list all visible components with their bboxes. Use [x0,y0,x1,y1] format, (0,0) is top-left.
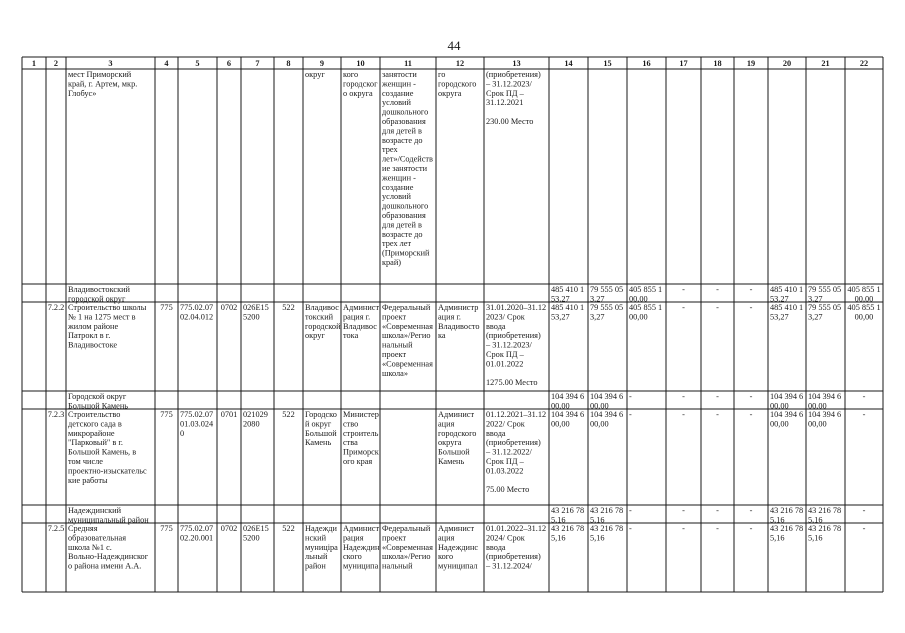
cell-r4-c3: Большой Камень [68,401,129,411]
cell-r5-c13: ввода [486,428,506,438]
cell-r3-c11: школа»/Регио [382,331,431,341]
cell-r3-c13: 01.01.2022 [486,359,524,369]
cell-r3-c7: 026E15 [243,303,269,312]
cell-r3-c11: проект [382,350,407,359]
cell-r2-c15: 3,27 [590,294,605,304]
cell-r7-c9: район [305,561,326,571]
cell-r3-c13: ввода [486,321,506,331]
cell-r7-c11: нальный [382,561,413,571]
cell-r7-c15: 43 216 78 [590,524,624,533]
cell-r4-c16: - [629,392,632,401]
header-cell-21: 21 [821,59,830,68]
cell-r2-c21: 3,27 [808,294,823,304]
header-cell-4: 4 [164,59,169,68]
cell-r1-c11: создание [382,88,414,98]
cell-r6-c16: - [629,506,632,515]
cell-r7-c3: Вольно-Надеждинског [68,552,149,562]
cell-r3-c7: 5200 [243,312,260,322]
cell-r4-c14: 00,00 [551,401,570,411]
cell-r3-c10: рация г. [343,312,371,322]
cell-r1-c11: дошкольного [382,201,429,211]
cell-r2-c16: 00,00 [629,294,648,304]
cell-r3-c17: - [682,303,685,312]
cell-r5-c5: 0 [180,428,185,438]
cell-r7-c13: – 31.12.2024/ [486,561,532,571]
cell-r1-c11: дошкольного [382,107,429,117]
cell-r1-c11: создание [382,182,414,192]
cell-r3-c14: 485 410 1 [551,303,585,312]
cell-r7-c10: ского [343,552,362,562]
cell-r5-c18: - [716,410,719,419]
cell-r2-c17: - [682,285,685,294]
cell-r7-c10: Надеждин [343,542,380,552]
cell-r1-c3: край, г. Артем, мкр. [68,79,138,89]
cell-r6-c19: - [749,506,753,515]
header-cell-14: 14 [564,59,573,68]
cell-r4-c21: 104 394 6 [808,392,842,401]
cell-r5-c2: 7.2.3 [47,410,65,419]
cell-r3-c6: 0702 [220,303,238,312]
cell-r1-c12: городского [438,79,477,89]
cell-r4-c19: - [749,392,753,401]
cell-r6-c18: - [716,506,719,515]
cell-r7-c19: - [749,524,753,533]
cell-r3-c16: 405 855 1 [629,303,663,312]
cell-r6-c21: 43 216 78 [808,506,842,515]
cell-r3-c5: 02.04.012 [180,312,214,322]
cell-r1-c10: кого [343,70,359,79]
cell-r5-c14: 104 394 6 [551,410,585,419]
cell-r5-c6: 0701 [220,410,238,419]
cell-r7-c13: ввода [486,542,506,552]
cell-r3-c11: школа» [382,368,409,378]
cell-r3-c2: 7.2.2 [47,303,65,312]
header-cell-9: 9 [319,59,325,68]
cell-r3-c14: 53,27 [551,312,570,322]
cell-r3-c13: 2023/ Срок [486,312,525,322]
header-cell-2: 2 [53,59,59,68]
cell-r7-c9: муницipa [305,542,338,552]
page-number: 44 [447,38,461,53]
cell-r7-c11: проект [382,533,407,543]
cell-r7-c13: 2024/ Срок [486,533,525,543]
cell-r6-c22: - [862,506,866,515]
cell-r7-c2: 7.2.5 [47,524,65,533]
cell-r3-c9: Владивос [305,303,339,312]
header-cell-16: 16 [642,59,651,68]
cell-r7-c21: 43 216 78 [808,524,842,533]
cell-r7-c12: ация [438,533,455,543]
cell-r1-c3: мест Приморский [68,70,132,79]
cell-r2-c14: 53,27 [551,294,570,304]
cell-r3-c4: 775 [160,303,173,312]
cell-r3-c11: Федеральный [382,303,431,312]
cell-r5-c10: строитель [343,428,379,438]
cell-r7-c17: - [682,524,685,533]
cell-r5-c13: 2022/ Срок [486,419,525,429]
cell-r6-c14: 43 216 78 [551,506,585,515]
cell-r7-c18: - [716,524,719,533]
cell-r7-c12: Надеждинс [438,542,479,552]
header-cell-17: 17 [679,59,688,68]
cell-r5-c12: Большой [438,447,470,457]
cell-r7-c3: школа №1 с. [68,542,112,552]
cell-r6-c3: Надеждинский [68,506,122,515]
cell-r3-c3: жилом районе [68,321,119,331]
cell-r1-c11: трех лет [382,239,412,249]
cell-r5-c16: - [629,410,632,419]
cell-r3-c22: 405 855 1 [847,303,881,312]
cell-r7-c14: 5,16 [551,533,566,543]
cell-r7-c5: 775.02.07 [180,524,214,533]
cell-r5-c19: - [749,410,753,419]
cell-r5-c10: ство [343,419,359,429]
cell-r7-c13: 01.01.2022–31.12 [486,524,547,533]
cell-r2-c20: 485 410 1 [770,285,804,294]
cell-r6-c21: 5,16 [808,515,823,525]
cell-r5-c14: 00,00 [551,419,570,429]
cell-r4-c17: - [682,392,685,401]
cell-r7-c6: 0702 [220,524,238,533]
cell-r5-c3: том числе [68,457,103,466]
cell-r3-c3: Строительство школы [68,303,147,312]
header-cell-22: 22 [859,59,869,68]
cell-r5-c22: - [862,410,866,419]
cell-r5-c12: городского [438,428,477,438]
cell-r1-c11: женщин - [382,173,416,183]
cell-r1-c11: трех [382,145,398,155]
cell-r4-c20: 104 394 6 [770,392,804,401]
cell-r7-c11: «Современная [382,542,433,552]
cell-r1-c13: (приобретения) [486,70,541,79]
cell-r5-c21: 104 394 6 [808,410,842,419]
cell-r1-c13: – 31.12.2023/ [486,79,532,89]
cell-r5-c7: 2080 [243,419,260,429]
cell-r3-c13: 31.01.2020–31.12 [486,303,547,312]
cell-r5-c4: 775 [160,410,173,419]
cell-r3-c5: 775.02.07 [180,303,214,312]
cell-r4-c3: Городской округ [68,392,127,401]
cell-r1-c11: край) [382,258,402,267]
cell-r5-c13: 01.12.2021–31.12 [486,410,547,419]
header-cell-13: 13 [512,59,521,68]
cell-r1-c11: (Приморский [382,248,430,258]
cell-r5-c5: 775.02.07 [180,410,214,419]
cell-r1-c3: Глобус» [68,88,97,98]
cell-r1-c11: занятости [382,70,417,79]
cell-r5-c9: Городско [305,410,337,419]
cell-r2-c19: - [749,285,753,294]
cell-r3-c12: Владивосто [438,321,480,331]
cell-r3-c9: токский [305,312,334,322]
cell-r2-c22: 405 855 1 [847,285,881,294]
cell-r5-c17: - [682,410,685,419]
cell-r2-c20: 53,27 [770,294,789,304]
cell-r1-c9: округ [305,70,325,79]
cell-r7-c3: образовательная [68,533,127,543]
cell-r3-c12: ация г. [438,312,461,322]
cell-r5-c10: Министер [343,410,379,419]
header-cell-8: 8 [286,59,291,68]
cell-r1-c13: 230.00 Место [486,117,534,126]
cell-r7-c22: - [862,524,866,533]
cell-r5-c15: 00,00 [590,419,609,429]
cell-r6-c20: 5,16 [770,515,785,525]
cell-r5-c8: 522 [282,410,295,419]
cell-r3-c3: Патрокл в г. [68,331,111,341]
cell-r5-c5: 01.03.024 [180,419,214,429]
cell-r7-c9: Надежди [305,524,337,533]
cell-r2-c21: 79 555 05 [808,285,842,294]
header-cell-20: 20 [782,59,792,68]
cell-r1-c11: для детей в [382,126,422,136]
cell-r5-c7: 021029 [243,410,268,419]
cell-r5-c13: (приобретения) [486,438,541,448]
cell-r4-c14: 104 394 6 [551,392,585,401]
cell-r7-c12: кого [438,552,454,562]
cell-r5-c15: 104 394 6 [590,410,624,419]
cell-r5-c21: 00,00 [808,419,827,429]
cell-r6-c15: 5,16 [590,515,605,525]
cell-r5-c3: микрорайоне [68,428,115,438]
cell-r1-c11: ие занятости [382,164,428,173]
cell-r1-c11: женщин - [382,79,416,89]
cell-r5-c9: й округ [305,419,332,429]
cell-r3-c9: округ [305,331,325,341]
cell-r7-c4: 775 [160,524,173,533]
header-cell-7: 7 [255,59,260,68]
cell-r5-c3: Строительство [68,410,121,419]
header-cell-15: 15 [603,59,612,68]
cell-r1-c11: образования [382,211,426,220]
cell-r4-c21: 00,00 [808,401,827,411]
cell-r3-c13: – 31.12.2023/ [486,340,532,350]
cell-r3-c11: «Современная [382,321,433,331]
cell-r4-c15: 104 394 6 [590,392,624,401]
header-cell-11: 11 [404,59,412,68]
cell-r3-c10: Владивос [343,321,377,331]
cell-r5-c10: ого края [343,457,373,466]
cell-r5-c12: Админист [438,410,475,419]
cell-r1-c11: для детей в [382,220,422,230]
cell-r2-c3: городской округ [68,294,126,304]
cell-r1-c11: возрасте до [382,229,423,239]
cell-r6-c3: муниципальный район [68,515,149,525]
cell-r7-c3: о района имени А.А. [68,561,142,571]
cell-r7-c15: 5,16 [590,533,605,543]
cell-r5-c12: округа [438,438,462,448]
cell-r6-c15: 43 216 78 [590,506,624,515]
cell-r4-c18: - [716,392,719,401]
cell-r3-c21: 79 555 05 [808,303,842,312]
header-cell-12: 12 [455,59,465,68]
cell-r7-c10: муниципа [343,561,379,571]
cell-r7-c20: 5,16 [770,533,785,543]
cell-r7-c10: рация [343,533,364,543]
cell-r3-c19: - [749,303,753,312]
cell-r3-c20: 485 410 1 [770,303,804,312]
cell-r5-c20: 104 394 6 [770,410,804,419]
cell-r5-c3: кие работы [68,475,108,485]
cell-r4-c15: 00,00 [590,401,609,411]
cell-r3-c9: городской [305,321,341,331]
cell-r3-c11: нальный [382,340,413,350]
cell-r1-c12: го [438,70,446,79]
cell-r7-c11: школа»/Регио [382,552,431,562]
cell-r7-c21: 5,16 [808,533,823,543]
cell-r2-c18: - [716,285,719,294]
cell-r5-c3: Большой Камень, в [68,447,137,457]
cell-r3-c15: 79 555 05 [590,303,624,312]
cell-r3-c3: № 1 на 1275 мест в [68,312,136,322]
cell-r5-c9: Большой [305,428,337,438]
cell-r3-c20: 53,27 [770,312,789,322]
cell-r1-c11: условий [382,192,411,202]
cell-r5-c12: ация [438,419,455,429]
cell-r5-c12: Камень [438,457,465,466]
cell-r2-c16: 405 855 1 [629,285,663,294]
cell-r3-c13: 1275.00 Место [486,378,538,388]
cell-r3-c3: Владивостоке [68,340,118,350]
cell-r3-c8: 522 [282,303,295,312]
cell-r5-c10: Приморск [343,447,379,457]
cell-r5-c13: – 31.12.2022/ [486,447,532,457]
cell-r5-c13: 75.00 Место [486,485,530,495]
cell-r7-c12: Админист [438,524,475,533]
cell-r5-c10: ства [343,438,358,448]
cell-r1-c10: городског [343,79,378,89]
cell-r7-c20: 43 216 78 [770,524,804,533]
cell-r3-c11: проект [382,312,407,322]
cell-r1-c11: образования [382,117,426,126]
cell-r6-c20: 43 216 78 [770,506,804,515]
cell-r1-c13: 31.12.2021 [486,98,524,108]
cell-r5-c3: "Парковый" в г. [68,438,123,448]
cell-r3-c13: (приобретения) [486,331,541,341]
header-cell-19: 19 [746,59,756,68]
cell-r3-c13: Срок ПД – [486,350,524,359]
cell-r7-c16: - [629,524,632,533]
cell-r5-c3: детского сада в [68,419,122,429]
header-cell-18: 18 [713,59,722,68]
cell-r2-c15: 79 555 05 [590,285,624,294]
cell-r5-c20: 00,00 [770,419,789,429]
cell-r1-c11: лет»/Содейств [382,154,433,164]
cell-r7-c12: муниципал [438,561,478,571]
cell-r5-c13: 01.03.2022 [486,466,524,476]
cell-r2-c3: Владивостокский [68,285,130,294]
cell-r7-c9: нский [305,533,327,543]
header-cell-10: 10 [356,59,365,68]
cell-r4-c22: - [862,392,866,401]
header-cell-5: 5 [195,59,200,68]
cell-r4-c20: 00,00 [770,401,789,411]
cell-r7-c7: 5200 [243,533,260,543]
cell-r1-c13: Срок ПД – [486,88,524,98]
cell-r7-c11: Федеральный [382,524,431,533]
cell-r7-c9: льный [305,552,328,562]
cell-r3-c21: 3,27 [808,312,823,322]
cell-r3-c16: 00,00 [629,312,648,322]
cell-r5-c13: Срок ПД – [486,457,524,466]
cell-r3-c10: Админист [343,303,380,312]
header-cell-1: 1 [31,59,37,68]
cell-r1-c10: о округа [343,88,373,98]
cell-r3-c18: - [716,303,719,312]
cell-r3-c11: «Современная [382,359,433,369]
cell-r3-c10: тока [343,331,359,341]
cell-r1-c11: возрасте до [382,135,423,145]
cell-r5-c9: Камень [305,438,332,448]
cell-r3-c15: 3,27 [590,312,605,322]
cell-r7-c10: Админист [343,524,380,533]
cell-r7-c7: 026E15 [243,524,269,533]
cell-r2-c22: 00,00 [854,294,874,304]
cell-r6-c14: 5,16 [551,515,566,525]
cell-r7-c5: 02.20.001 [180,533,214,543]
cell-r6-c17: - [682,506,685,515]
cell-r7-c8: 522 [282,524,295,533]
table-cells [32,59,881,571]
cell-r3-c12: Администр [438,303,479,312]
header-cell-3: 3 [108,59,113,68]
cell-r7-c14: 43 216 78 [551,524,585,533]
header-cell-6: 6 [226,59,232,68]
cell-r7-c13: (приобретения) [486,552,541,562]
cell-r2-c14: 485 410 1 [551,285,585,294]
cell-r5-c3: проектно-изыскательс [68,466,147,476]
cell-r1-c11: условий [382,98,411,108]
cell-r3-c22: 00,00 [854,312,874,322]
cell-r1-c12: округа [438,88,462,98]
cell-r3-c12: ка [438,331,446,341]
cell-r7-c3: Средняя [68,524,98,533]
